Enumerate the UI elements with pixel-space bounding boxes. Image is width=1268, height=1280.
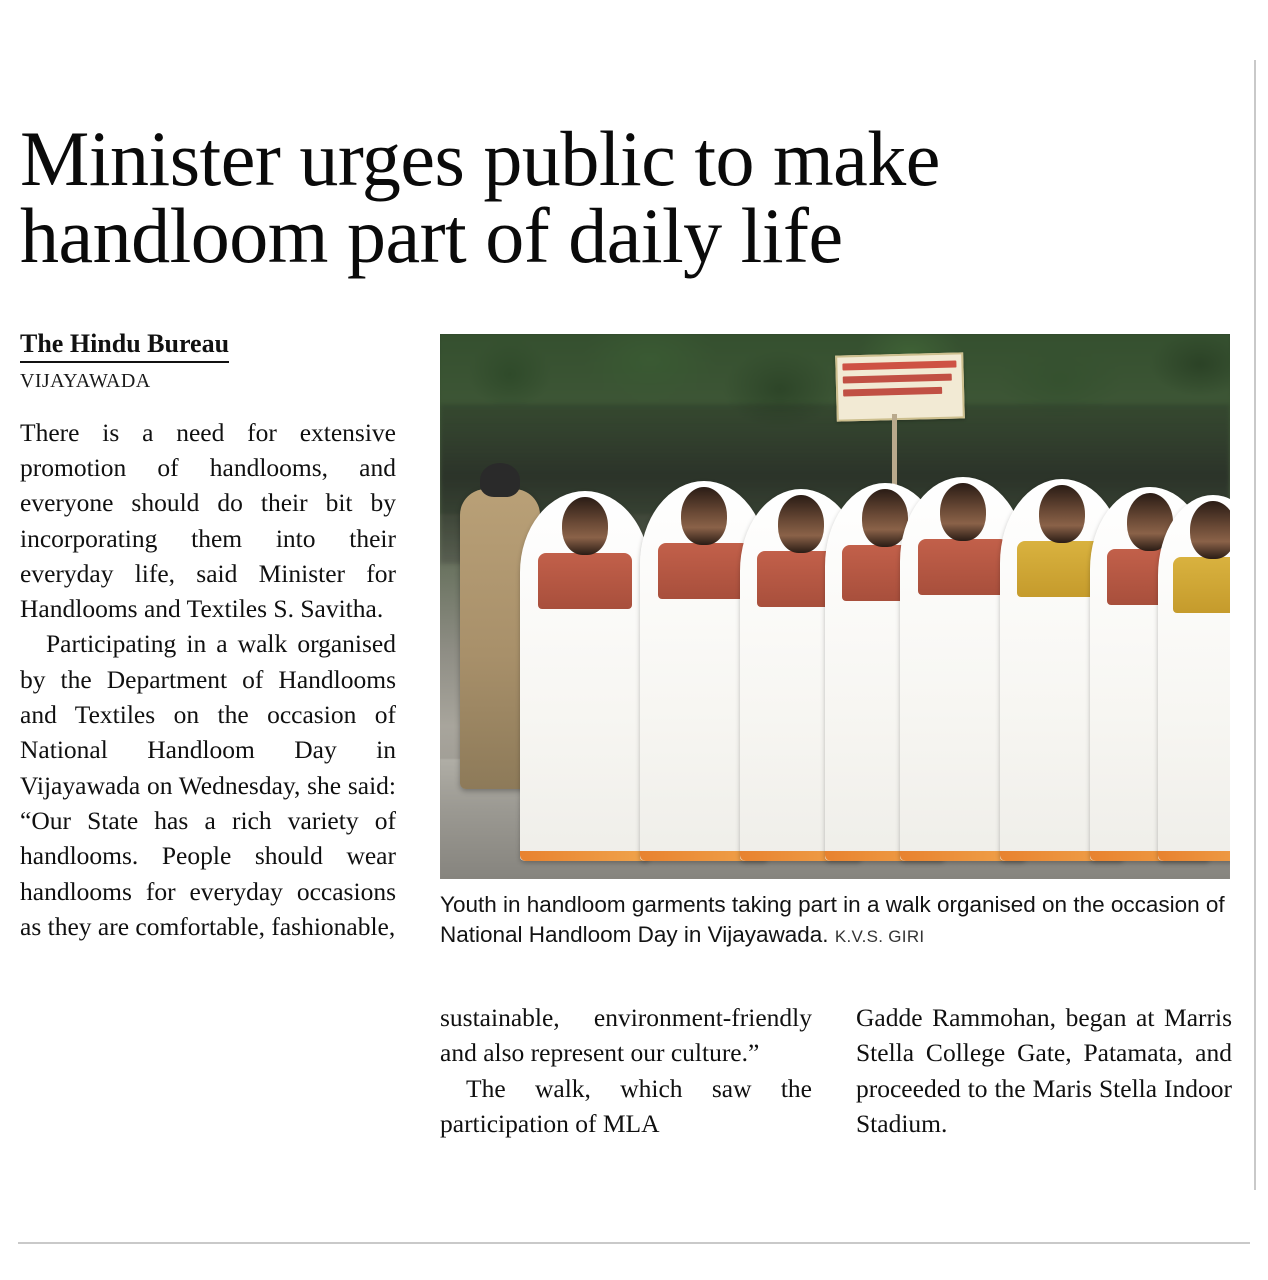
dateline: VIJAYAWADA — [20, 369, 151, 392]
page-gutter-rule — [1254, 60, 1256, 1190]
photo-caption — [440, 890, 1230, 950]
paragraph: Gadde Rammohan, began at Marris Stella College Gate, Patamata, and proceeded to the Maris Stella Indoor Stadium. — [856, 1003, 1232, 1138]
page-bottom-rule — [18, 1242, 1250, 1244]
article-photo — [440, 334, 1230, 879]
body-text-left — [20, 415, 396, 945]
body-text-middle — [440, 1000, 812, 1141]
photo-credit: K.V.S. GIRI — [834, 927, 925, 947]
paragraph: There is a need for extensive promotion of handlooms, and everyone should do their bit by incorporating them into their everyday life, said Minister for Handlooms and Textiles S. Savitha. — [20, 417, 396, 624]
photo-person — [520, 491, 650, 861]
byline: The Hindu Bureau — [20, 330, 229, 363]
page-title: Minister urges public to make handloom part of daily life — [20, 115, 940, 280]
photo-image — [440, 334, 1230, 879]
paragraph: sustainable, environment-friendly and also represent our culture.” — [440, 1003, 812, 1068]
photo-person — [1158, 495, 1230, 861]
paragraph: The walk, which saw the participation of MLA — [440, 1073, 812, 1138]
left-column — [20, 330, 396, 944]
photo-caption-text: Youth in handloom garments taking part in a walk organised on the occasion of National Handloom Day in Vijayawada. — [440, 892, 1225, 948]
body-text-right — [856, 1000, 1232, 1141]
photo-placard — [835, 352, 965, 421]
paragraph: Participating in a walk organised by the Department of Handlooms and Textiles on the occasion of National Handloom Day in Vijayawada on Wednesday, she said: “Our State has a rich variety of handlooms. People should wear handlooms for everyday occasions as they are comfortable, fashionable, — [20, 629, 396, 941]
